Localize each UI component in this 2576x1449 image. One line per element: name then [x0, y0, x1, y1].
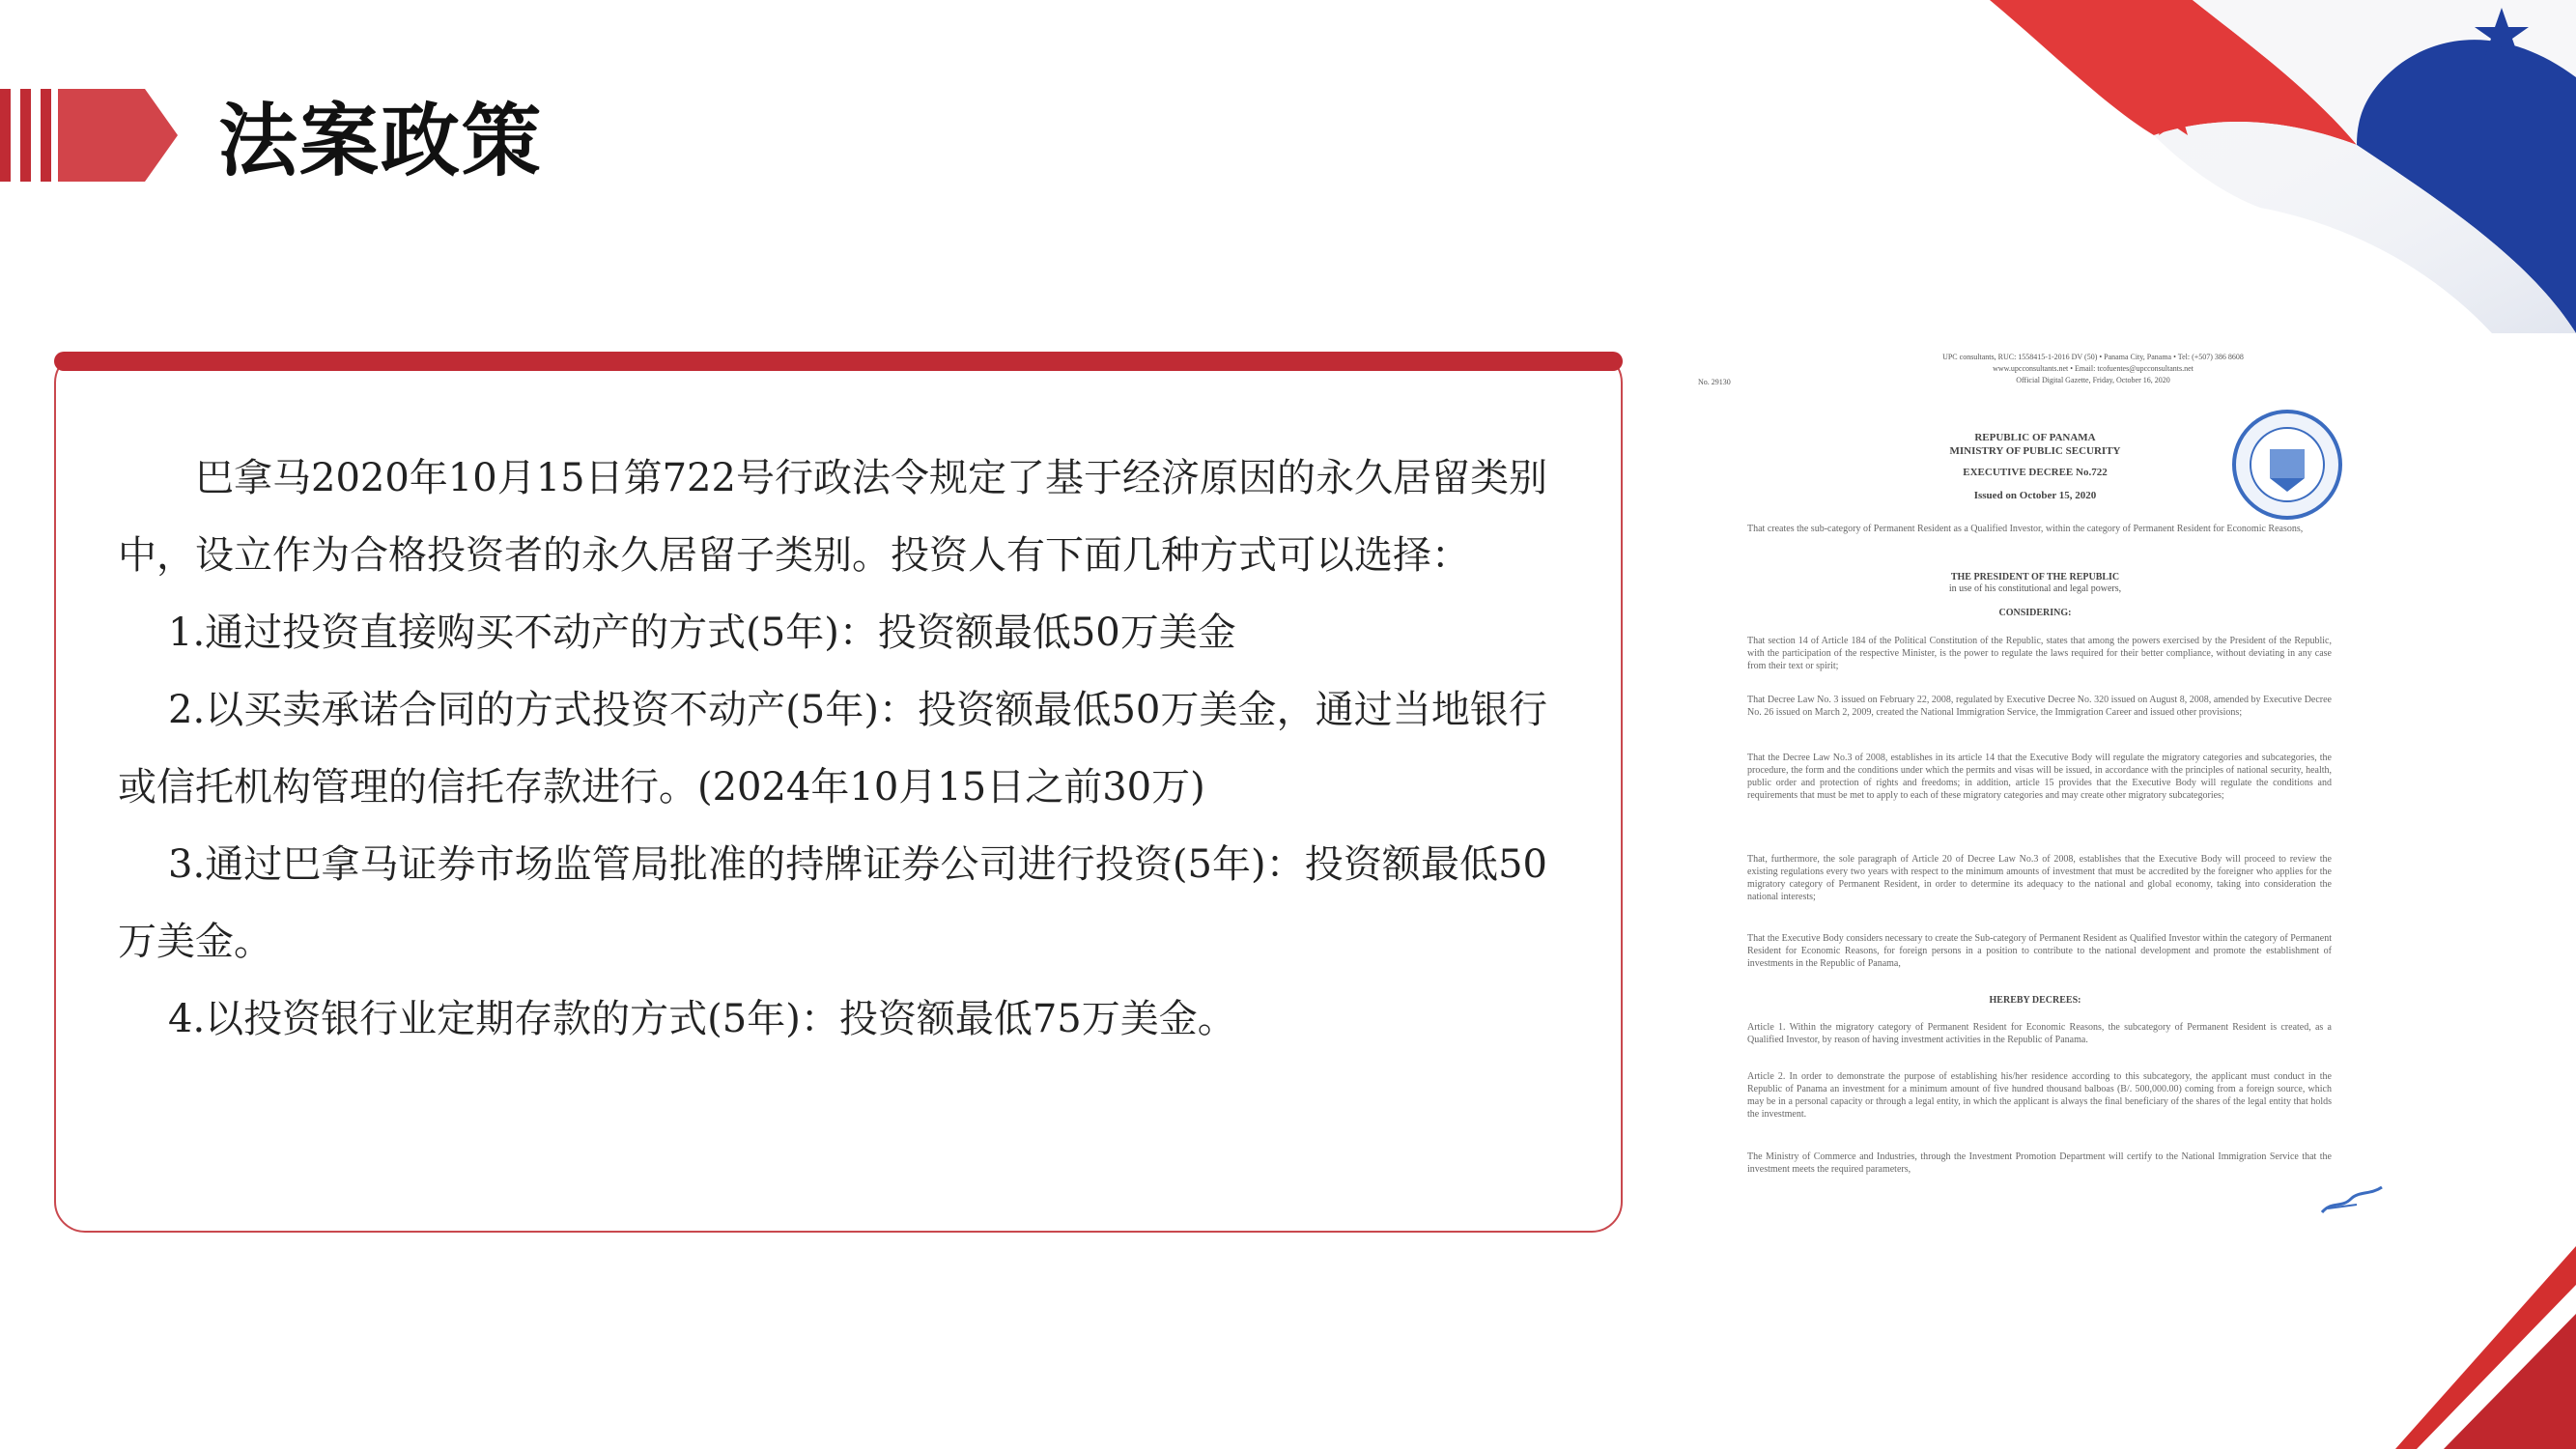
red-bars-arrow-icon [0, 89, 184, 182]
page-title: 法案政策 [218, 96, 544, 187]
doc-powers: in use of his constitutional and legal powers, [1948, 583, 2122, 594]
signature-icon [2318, 1183, 2388, 1218]
doc-president: THE PRESIDENT OF THE REPUBLIC [1950, 572, 2120, 582]
doc-consideration: That, furthermore, the sole paragraph of Article 20 of Decree Law No.3 of 2008, establishes that the Executive Body will proceed to review the existing regulations every two years with respect to the minimum amounts of investment that must be accredited by the foreigner who applies for the migratory category of Permanent Resident, in order to determine its adequacy to the national and global economy, taking into consideration the national interests; [1747, 854, 2332, 902]
doc-header-line: UPC consultants, RUC: 1558415-1-2016 DV (50) • Panama City, Panama • Tel: (+507) 386 8608 [1942, 353, 2244, 361]
doc-decrees-heading: HEREBY DECREES: [1989, 995, 2081, 1006]
doc-consideration: That section 14 of Article 184 of the Political Constitution of the Republic, states that among the powers exercised by the President of the Republic, with the participation of the respective Minister, is the power to regulate the laws required for their better compliance, without deviating in any case from their text or spirit; [1747, 636, 2332, 671]
intro-paragraph: 巴拿马2020年10月15日第722号行政法令规定了基于经济原因的永久居留类别中，设立作为合格投资者的永久居留子类别。投资人有下面几种方式可以选择： [118, 456, 1547, 578]
doc-consideration: That the Executive Body considers necessary to create the Sub-category of Permanent Resident as Qualified Investor within the category of Permanent Resident for Economic Reasons, for foreign persons in a position to contribute to the national development and promote the establishment of investments in the Republic of Panama, [1747, 933, 2332, 969]
list-item: 3.通过巴拿马证券市场监管局批准的持牌证券公司进行投资(5年)：投资额最低50万美金。 [118, 842, 1547, 964]
doc-ministry: MINISTRY OF PUBLIC SECURITY [1949, 445, 2121, 457]
doc-purpose: That creates the sub-category of Permanent Resident as a Qualified Investor, within the category of Permanent Resident for Economic Reasons, [1747, 524, 2304, 534]
policy-text [118, 440, 1547, 1058]
list-item: 1.通过投资直接购买不动产的方式(5年)：投资额最低50万美金 [168, 611, 1236, 655]
doc-article: Article 2. In order to demonstrate the purpose of establishing his/her residence according to this subcategory, the applicant must conduct in the Republic of Panama an investment for a minimum amount of five hundred thousand balboas (B/. 500,000.00) coming from a foreign source, which may be in a personal capacity or through a legal entity, in which the applicant is always the final beneficiary of the shares of the legal entity that holds the investment. [1747, 1071, 2332, 1120]
list-item: 4.以投资银行业定期存款的方式(5年)：投资额最低75万美金。 [168, 997, 1236, 1041]
ministry-seal-icon [2231, 409, 2343, 521]
doc-header-line: Official Digital Gazette, Friday, October 16, 2020 [2016, 376, 2170, 384]
list-item: 2.以买卖承诺合同的方式投资不动产(5年)：投资额最低50万美金，通过当地银行或信托机构管理的信托存款进行。(2024年10月15日之前30万) [118, 688, 1547, 810]
doc-header-line: www.upcconsultants.net • Email: tcofuentes@upcconsultants.net [1993, 364, 2194, 373]
gazette-number: No. 29130 [1698, 378, 1731, 386]
panama-flag-wave-icon [1990, 0, 2576, 333]
decree-document-image [1692, 343, 2378, 1241]
doc-decree-number: EXECUTIVE DECREE No.722 [1963, 467, 2108, 478]
doc-issued-date: Issued on October 15, 2020 [1973, 490, 2097, 501]
panel-top-bar [54, 352, 1623, 371]
doc-considering: CONSIDERING: [1998, 608, 2072, 618]
doc-article: The Ministry of Commerce and Industries, through the Investment Promotion Department will certify to the National Immigration Service that the investment meets the required parameters, [1747, 1151, 2332, 1175]
doc-republic: REPUBLIC OF PANAMA [1974, 432, 2096, 443]
doc-consideration: That Decree Law No. 3 issued on February 22, 2008, regulated by Executive Decree No. 320 issued on August 8, 2008, amended by Executive Decree No. 26 issued on March 2, 2009, created the National Immigration Service, the Immigration Career and issued other provisions; [1747, 695, 2332, 718]
red-corner-stripes-icon [2395, 1246, 2576, 1449]
doc-article: Article 1. Within the migratory category of Permanent Resident for Economic Reasons, the subcategory of Permanent Resident is created, as a Qualified Investor, by reason of having investment activities in the Republic of Panama. [1747, 1022, 2332, 1045]
doc-consideration: That the Decree Law No.3 of 2008, establishes in its article 14 that the Executive Body will regulate the migratory categories and subcategories, the procedure, the form and the conditions under which the permits and visas will be issued, in accordance with the principles of national security, health, public order and protection of rights and freedoms; in addition, article 15 provides that the Executive Body will regulate the conditions and requirements that must be met to apply to each of these migratory categories and may create other migratory subcategories; [1747, 753, 2332, 801]
